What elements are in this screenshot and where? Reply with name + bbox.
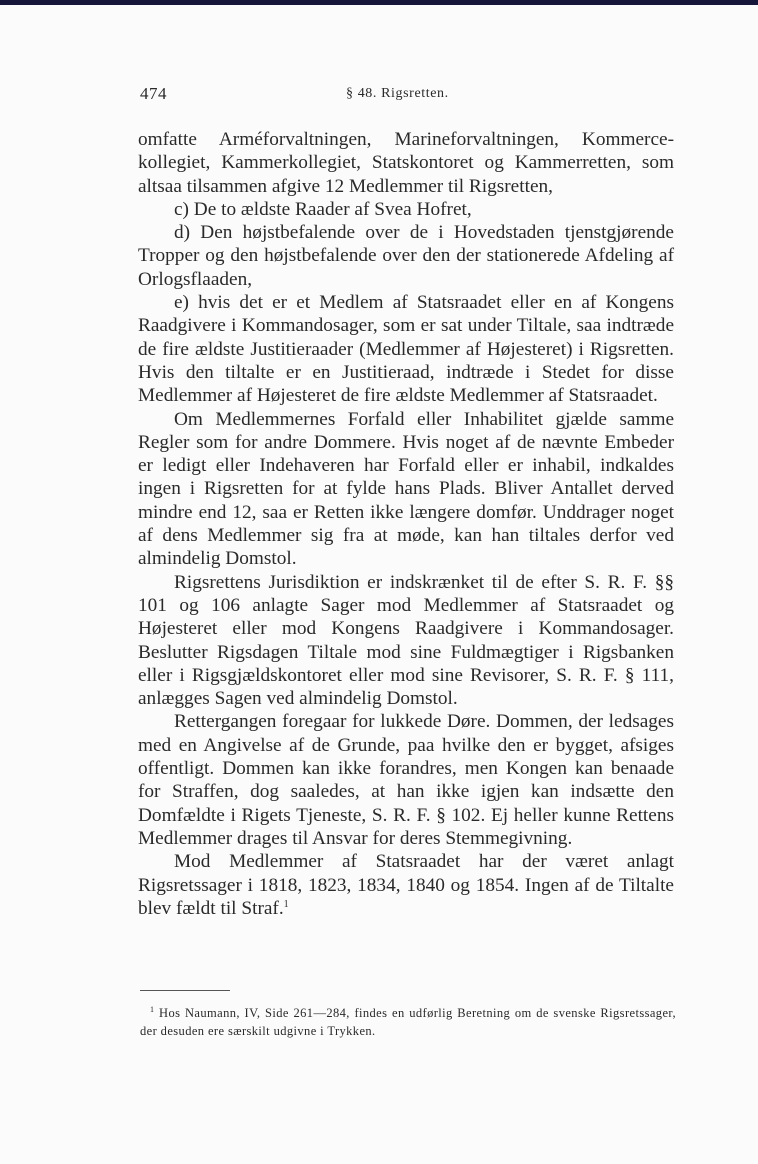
footnote-text: Hos Naumann, IV, Side 261—284, findes en udførlig Beretning om de svenske Rigsretssager, der desuden ere særskilt udgivne i Trykken.	[140, 1006, 676, 1038]
scan-top-edge	[0, 0, 758, 5]
footnote	[140, 1004, 676, 1040]
paragraph-item-c: c) De to ældste Raader af Svea Hofret,	[174, 198, 472, 220]
paragraph-rigsretssager-text: Mod Medlemmer af Statsraadet har der været anlagt Rigsretssager i 1818, 1823, 1834, 1840 og 1854. Ingen af de Tiltalte blev fældt til Straf.	[138, 851, 674, 919]
footnote-paragraph	[140, 1004, 676, 1040]
paragraph-rigsretssager	[138, 850, 674, 920]
page-number: 474	[140, 84, 167, 103]
paragraph-forfald: Om Medlemmernes Forfald eller Inhabilitet gjælde samme Regler som for andre Dommere. Hvis noget af de nævnte Embeder er ledigt eller Indehaveren har Forfald eller er inhabil, indkaldes ingen i Rigsretten for at fylde hans Plads. Bliver Antallet derved mindre end 12, saa er Retten ikke længere domfør. Unddrager noget af dens Medlemmer sig fra at møde, kan han tiltales derfor ved almindelig Domstol.	[138, 408, 674, 570]
paragraph-jurisdiktion: Rigsrettens Jurisdiktion er indskrænket til de efter S. R. F. §§ 101 og 106 anlagte Sager mod Medlemmer af Statsraadet og Højesteret eller mod Kongens Raadgivere i Kommandosager. Beslutter Rigsdagen Tiltale mod sine Fuldmægtiger i Rigsbanken eller i Rigsgjældskontoret eller mod sine Revisorer, S. R. F. § 111, anlægges Sagen ved almindelig Domstol.	[138, 571, 674, 710]
body-text	[138, 128, 674, 920]
footnote-reference: 1	[283, 898, 289, 910]
footnote-marker: 1	[150, 1005, 155, 1014]
paragraph-rettergang: Rettergangen foregaar for lukkede Døre. Dommen, der ledsages med en Angivelse af de Grunde, paa hvilke den er bygget, afsiges offentligt. Dommen kan ikke forandres, men Kongen kan benaade for Straffen, dog saaledes, at han ikke igjen kan indsætte den Domfældte i Rigets Tjeneste, S. R. F. § 102. Ej heller kunne Rettens Medlemmer drages til Ansvar for deres Stemmegivning.	[138, 711, 674, 849]
paragraph-item-d: d) Den højstbefalende over de i Hovedstaden tjenstgjørende Tropper og den højstbefalende over den der stationerede Afdeling af Orlogsflaaden,	[138, 222, 674, 290]
page-header	[138, 84, 678, 106]
paragraph-continuation: omfatte Arméforvaltningen, Marineforvaltningen, Kommerce-kollegiet, Kammerkollegiet, Statskontoret og Kammerretten, som altsaa tilsammen afgive 12 Medlemmer til Rigsretten,	[138, 129, 674, 197]
running-head: § 48. Rigsretten.	[346, 86, 449, 101]
footnote-rule	[140, 990, 230, 991]
paragraph-item-e: e) hvis det er et Medlem af Statsraadet eller en af Kongens Raadgivere i Kommandosager, som er sat under Tiltale, saa indtræde de fire ældste Justitieraader (Medlemmer af Højesteret) i Rigsretten. Hvis den tiltalte er en Justitieraad, indtræde i Stedet for disse Medlemmer af Højesteret de fire ældste Medlemmer af Statsraadet.	[138, 292, 674, 407]
